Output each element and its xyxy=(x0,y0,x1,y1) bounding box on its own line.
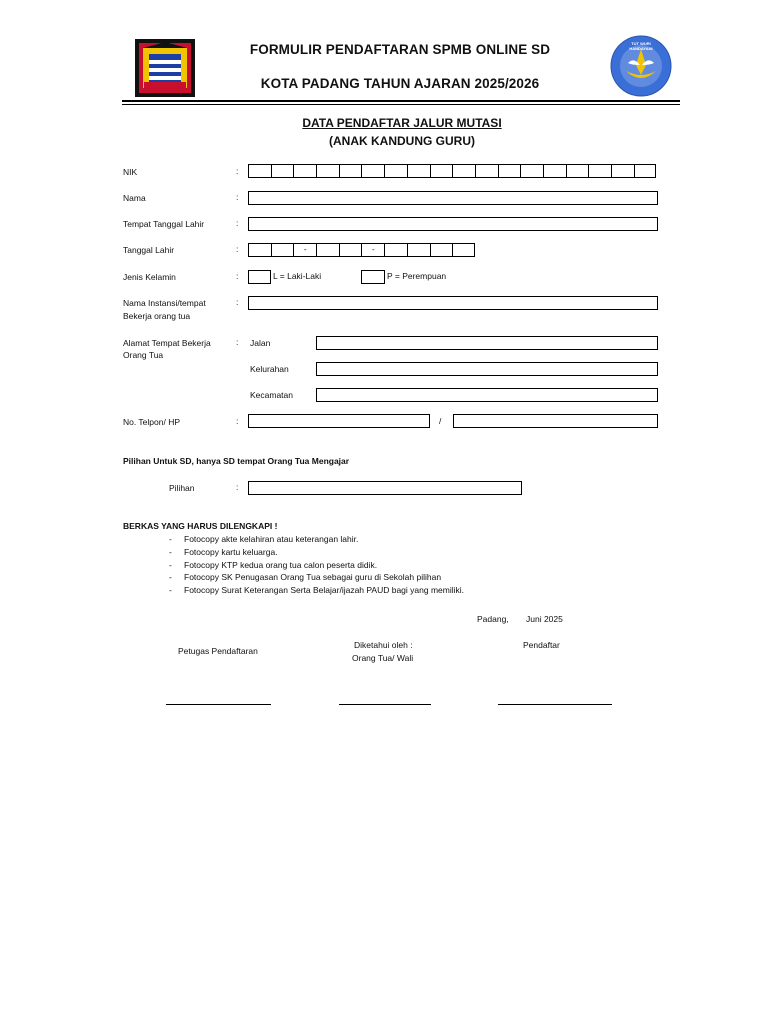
nik-cell[interactable] xyxy=(293,164,316,178)
list-item: - Fotocopy SK Penugasan Orang Tua sebagai guru di Sekolah pilihan xyxy=(169,571,569,584)
nik-cell[interactable] xyxy=(407,164,430,178)
nik-cell[interactable] xyxy=(248,164,271,178)
colon: : xyxy=(236,244,239,254)
tut-wuri-logo-text: TUT WURI HANDAYANI xyxy=(629,41,653,51)
date-separator: - xyxy=(361,243,384,257)
list-item: - Fotocopy KTP kedua orang tua calon peserta didik. xyxy=(169,559,569,572)
pendaftar-label: Pendaftar xyxy=(523,640,560,650)
date-cell[interactable] xyxy=(452,243,475,257)
pilihan-input[interactable] xyxy=(248,481,522,495)
berkas-heading: BERKAS YANG HARUS DILENGKAPI ! xyxy=(123,521,278,531)
label-tempat-tanggal-lahir: Tempat Tanggal Lahir xyxy=(123,219,205,229)
date-cell[interactable] xyxy=(316,243,339,257)
section-title-line2: (ANAK KANDUNG GURU) xyxy=(329,134,475,148)
orangtua-label: Orang Tua/ Wali xyxy=(352,653,414,663)
date-cell[interactable] xyxy=(271,243,294,257)
label-telpon: No. Telpon/ HP xyxy=(123,417,181,427)
label-nik: NIK xyxy=(123,167,138,177)
label-jalan: Jalan xyxy=(250,338,271,348)
signature-date: Juni 2025 xyxy=(526,614,563,624)
signature-line-pendaftar xyxy=(498,704,612,705)
label-jenis-kelamin: Jenis Kelamin xyxy=(123,272,176,282)
nik-cell[interactable] xyxy=(475,164,498,178)
colon: : xyxy=(236,482,239,492)
colon: : xyxy=(236,192,239,202)
nik-input-cells[interactable] xyxy=(248,164,656,178)
list-item: - Fotocopy akte kelahiran atau keterangan lahir. xyxy=(169,533,569,546)
label-kecamatan: Kecamatan xyxy=(250,390,293,400)
telpon-separator: / xyxy=(439,416,442,426)
tanggal-lahir-cells[interactable] xyxy=(248,243,475,257)
jalan-input[interactable] xyxy=(316,336,658,350)
pilihan-heading: Pilihan Untuk SD, hanya SD tempat Orang Tua Mengajar xyxy=(123,456,350,466)
kelurahan-input[interactable] xyxy=(316,362,658,376)
nik-cell[interactable] xyxy=(271,164,294,178)
label-alamat-line1: Alamat Tempat Bekerja xyxy=(123,338,211,348)
date-cell[interactable] xyxy=(384,243,407,257)
header-rule-thin xyxy=(122,104,680,105)
diketahui-label: Diketahui oleh : xyxy=(354,640,413,650)
date-separator: - xyxy=(293,243,316,257)
label-instansi-line1: Nama Instansi/tempat xyxy=(123,298,206,308)
label-nama: Nama xyxy=(123,193,146,203)
nik-cell[interactable] xyxy=(316,164,339,178)
petugas-label: Petugas Pendaftaran xyxy=(178,646,258,656)
nik-cell[interactable] xyxy=(611,164,634,178)
label-tanggal-lahir: Tanggal Lahir xyxy=(123,245,175,255)
berkas-list xyxy=(169,533,569,597)
colon: : xyxy=(236,297,239,307)
nik-cell[interactable] xyxy=(339,164,362,178)
nik-cell[interactable] xyxy=(498,164,521,178)
nik-cell[interactable] xyxy=(361,164,384,178)
gender-checkbox-laki[interactable] xyxy=(248,270,271,284)
label-kelurahan: Kelurahan xyxy=(250,364,289,374)
telpon-input[interactable] xyxy=(248,414,430,428)
nama-input[interactable] xyxy=(248,191,658,205)
date-cell[interactable] xyxy=(248,243,271,257)
section-title-line1: DATA PENDAFTAR JALUR MUTASI xyxy=(302,116,502,130)
colon: : xyxy=(236,218,239,228)
nik-cell[interactable] xyxy=(566,164,589,178)
date-cell[interactable] xyxy=(407,243,430,257)
gender-checkbox-perempuan[interactable] xyxy=(361,270,385,284)
label-instansi-line2: Bekerja orang tua xyxy=(123,311,191,321)
colon: : xyxy=(236,416,239,426)
nik-cell[interactable] xyxy=(520,164,543,178)
form-title-line2: KOTA PADANG TAHUN AJARAN 2025/2026 xyxy=(260,76,540,91)
nik-cell[interactable] xyxy=(634,164,657,178)
signature-line-petugas xyxy=(166,704,271,705)
colon: : xyxy=(236,337,239,347)
label-pilihan: Pilihan xyxy=(169,483,195,493)
nik-cell[interactable] xyxy=(384,164,407,178)
gender-label-perempuan: P = Perempuan xyxy=(387,271,447,281)
colon: : xyxy=(236,166,239,176)
header-rule xyxy=(122,100,680,102)
signature-line-orangtua xyxy=(339,704,431,705)
gender-label-laki: L = Laki-Laki xyxy=(273,271,322,281)
tempat-tanggal-lahir-input[interactable] xyxy=(248,217,658,231)
colon: : xyxy=(236,271,239,281)
nik-cell[interactable] xyxy=(588,164,611,178)
form-title-line1: FORMULIR PENDAFTARAN SPMB ONLINE SD xyxy=(249,42,551,57)
signature-place: Padang, xyxy=(477,614,509,624)
nik-cell[interactable] xyxy=(543,164,566,178)
tut-wuri-handayani-logo xyxy=(608,35,674,97)
nik-cell[interactable] xyxy=(452,164,475,178)
hp-input[interactable] xyxy=(453,414,658,428)
list-item: - Fotocopy kartu keluarga. xyxy=(169,546,569,559)
date-cell[interactable] xyxy=(430,243,453,257)
nik-cell[interactable] xyxy=(430,164,453,178)
date-cell[interactable] xyxy=(339,243,362,257)
list-item: - Fotocopy Surat Keterangan Serta Belajar/ijazah PAUD bagi yang memiliki. xyxy=(169,584,569,597)
kecamatan-input[interactable] xyxy=(316,388,658,402)
label-alamat-line2: Orang Tua xyxy=(123,350,164,360)
instansi-input[interactable] xyxy=(248,296,658,310)
